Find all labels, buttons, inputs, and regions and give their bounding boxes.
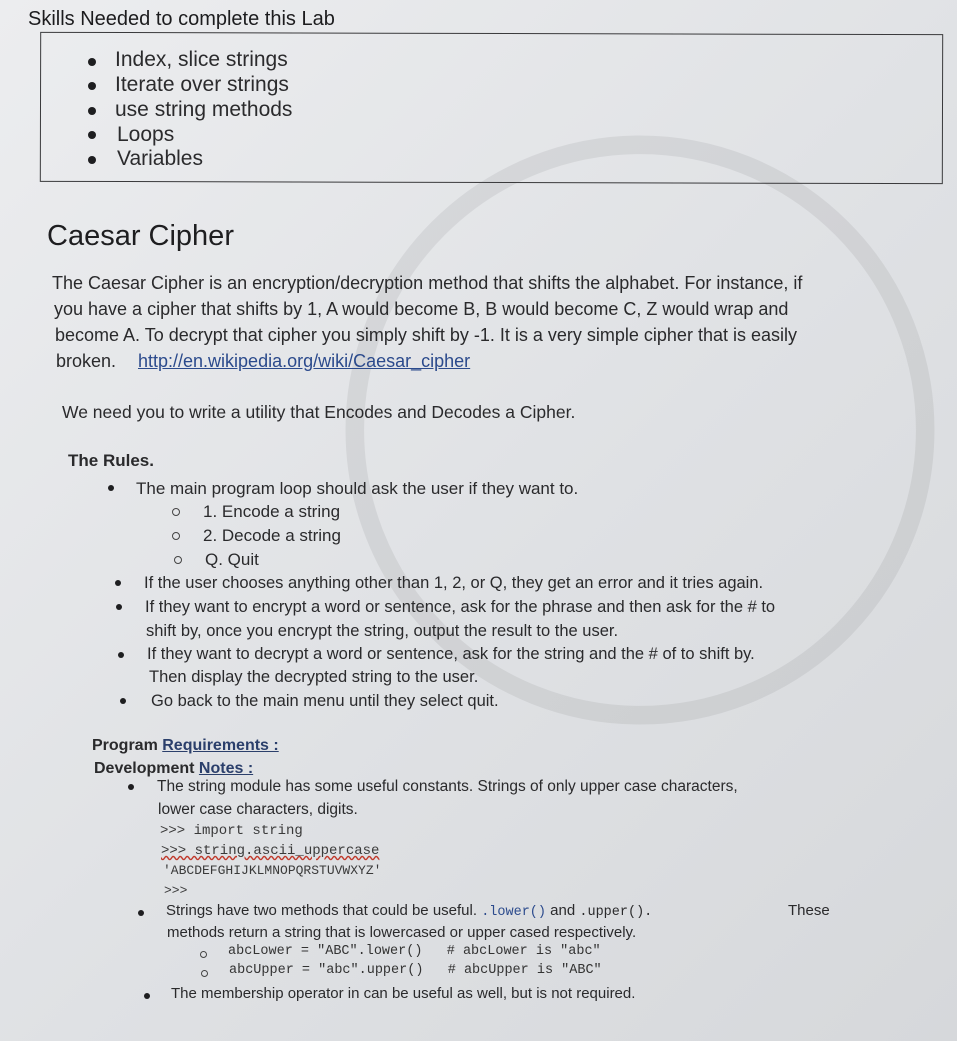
circle-bullet-icon xyxy=(201,970,208,977)
rule-item: If they want to encrypt a word or sentence, ask for the phrase and then ask for the # to xyxy=(145,598,776,616)
bullet-icon xyxy=(120,698,126,704)
rule-item: Then display the decrypted string to the user. xyxy=(149,668,479,686)
skill-item: Index, slice strings xyxy=(115,48,288,71)
skill-item: Loops xyxy=(117,123,175,146)
bullet-icon xyxy=(108,485,114,491)
bullet-icon xyxy=(116,604,122,610)
note-item: methods return a string that is lowercased or upper cased respectively. xyxy=(167,924,637,941)
intro-line: broken. xyxy=(56,351,117,371)
circle-bullet-icon xyxy=(172,532,180,540)
skills-title: Skills Needed to complete this Lab xyxy=(28,8,335,30)
circle-bullet-icon xyxy=(172,508,180,516)
wikipedia-link[interactable]: http://en.wikipedia.org/wiki/Caesar_cipher xyxy=(138,351,471,371)
code-line: >>> import string xyxy=(160,823,303,839)
example-line: abcUpper = "abc".upper() # abcUpper is "ABC" xyxy=(229,963,602,978)
rule-item: Go back to the main menu until they select quit. xyxy=(151,692,499,710)
skill-item: use string methods xyxy=(115,98,293,121)
bullet-icon xyxy=(88,131,96,139)
note-item: The string module has some useful constants. Strings of only upper case characters, xyxy=(157,778,738,795)
program-label-text: Program xyxy=(92,737,158,754)
rule-item: The main program loop should ask the user if they want to. xyxy=(136,479,579,498)
bullet-icon xyxy=(88,82,96,90)
bullet-icon xyxy=(138,910,144,916)
option-item: 2. Decode a string xyxy=(203,526,341,545)
example-line: abcLower = "ABC".lower() # abcLower is "abc" xyxy=(228,944,601,959)
circle-bullet-icon xyxy=(174,556,182,564)
note-item: The membership operator in can be useful as well, but is not required. xyxy=(171,985,636,1002)
note-item: lower case characters, digits. xyxy=(158,801,358,818)
code-line: 'ABCDEFGHIJKLMNOPQRSTUVWXYZ' xyxy=(163,863,382,878)
skill-item: Iterate over strings xyxy=(115,73,289,96)
skill-item: Variables xyxy=(117,147,203,170)
option-item: Q. Quit xyxy=(205,550,259,569)
rules-title: The Rules. xyxy=(68,451,154,470)
dev-label-text: Development xyxy=(94,760,195,777)
bullet-icon xyxy=(88,58,96,66)
upper-code: .upper(). xyxy=(579,905,653,920)
page-title: Caesar Cipher xyxy=(47,220,234,252)
bullet-icon xyxy=(128,784,134,790)
note-item xyxy=(166,902,652,920)
rule-item: If they want to decrypt a word or sentence, ask for the string and the # of to shift by. xyxy=(147,645,755,663)
these-text: These xyxy=(788,902,830,919)
rule-item: If the user chooses anything other than 1, 2, or Q, they get an error and it tries again. xyxy=(144,574,764,592)
lower-code: .lower() xyxy=(481,905,546,920)
bullet-icon xyxy=(88,156,96,164)
program-label xyxy=(92,737,279,755)
bullet-icon xyxy=(118,652,124,658)
code-line: >>> xyxy=(164,883,188,898)
circle-bullet-icon xyxy=(200,951,207,958)
methods-text: Strings have two methods that could be useful. xyxy=(166,902,478,919)
bullet-icon xyxy=(144,993,150,999)
code-line: >>> string.ascii_uppercase xyxy=(161,843,380,859)
bullet-icon xyxy=(115,580,121,586)
intro-line: The Caesar Cipher is an encryption/decryption method that shifts the alphabet. For instance, if xyxy=(52,273,803,293)
rule-item: shift by, once you encrypt the string, output the result to the user. xyxy=(146,622,619,640)
dev-label xyxy=(94,760,253,778)
option-item: 1. Encode a string xyxy=(203,502,341,521)
need-statement: We need you to write a utility that Encodes and Decodes a Cipher. xyxy=(62,402,576,422)
intro-line: you have a cipher that shifts by 1, A would become B, B would become C, Z would wrap and xyxy=(54,299,789,319)
and-text: and xyxy=(550,902,576,919)
intro-line: become A. To decrypt that cipher you simply shift by -1. It is a very simple cipher that is easily xyxy=(55,325,797,345)
requirements-link[interactable]: Requirements : xyxy=(162,737,279,754)
notes-link[interactable]: Notes : xyxy=(198,760,254,777)
bullet-icon xyxy=(88,107,96,115)
